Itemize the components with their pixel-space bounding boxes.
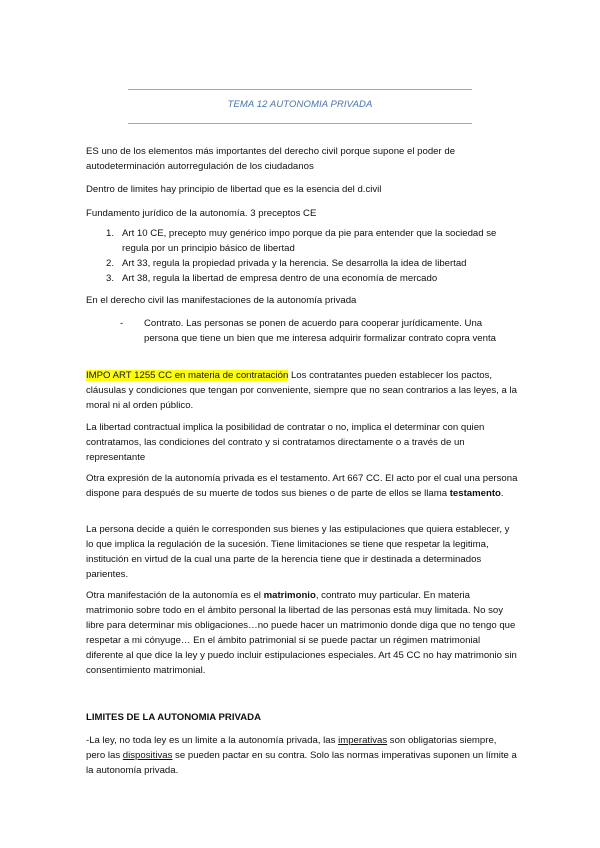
list-item-number: 2.: [106, 258, 115, 269]
paragraph-ley: [86, 733, 518, 778]
paragraph-text: Otra manifestación de la autonomía es el: [86, 590, 264, 601]
paragraph-text: se pueden pactar en su contra. Solo las normas imperativas suponen un límite a la autonomía privada.: [86, 750, 517, 776]
bold-term-testamento: testamento: [449, 488, 501, 499]
paragraph-testamento: [86, 471, 518, 501]
list-item-number: 3.: [106, 273, 115, 284]
paragraph-text: .: [500, 488, 504, 499]
list-item-text: Art 38, regula la libertad de empresa dentro de una economía de mercado: [122, 273, 438, 284]
paragraph-matrimonio: [86, 588, 518, 678]
underlined-term-imperativas: imperativas: [338, 735, 388, 746]
paragraph-manifestaciones: En el derecho civil las manifestaciones de la autonomía privada: [86, 295, 357, 306]
paragraph-text: Los contratantes pueden establecer los pactos, cláusulas y condiciones que tengan por conveniente, siempre que no sean contrarios a las leyes, a la moral ni al orden público.: [86, 370, 517, 411]
list-item-text: Art 33, regula la propiedad privada y la herencia. Se desarrolla la idea de libertad: [122, 258, 467, 269]
title-top-rule: [128, 89, 472, 90]
paragraph-text: , contrato muy particular. En materia matrimonio sobre todo en el ámbito personal la libertad de las personas está muy limitada. No soy libre para determinar mis obligaciones…no puede hacer un matrimonio donde diga que no tengo que respetar a mi cónyuge… En el ámbito patrimonial si se puede pactar un régimen matrimonial diferente al que dice la ley y puedo incluir estipulaciones especiales. Art 45 CC no hay matrimonio sin consentimiento matrimonial.: [86, 590, 517, 676]
title-bottom-rule: [128, 123, 472, 124]
paragraph-limits: Dentro de limites hay principio de libertad que es la esencia del d.civil: [86, 184, 382, 195]
paragraph-sucesion: La persona decide a quién le corresponden sus bienes y las estipulaciones que quiera establecer, y lo que implica la regulación de la sucesión. Tiene limitaciones se tiene que respetar la legitima, institución en virtud de la cual una parte de la herencia tiene que ir destinada a determinados parientes.: [86, 524, 510, 580]
paragraph-text: -La ley, no toda ley es un limite a la autonomía privada, las: [86, 735, 339, 746]
document-title: TEMA 12 AUTONOMIA PRIVADA: [227, 99, 373, 110]
bullet-item-contrato: [120, 316, 518, 346]
section-heading: LIMITES DE LA AUTONOMIA PRIVADA: [86, 712, 261, 723]
paragraph-text: son obligatorias siempre, pero las: [86, 735, 497, 761]
numbered-list: [86, 226, 518, 286]
bold-term-matrimonio: matrimonio: [263, 590, 316, 601]
paragraph-intro: ES uno de los elementos más importantes del derecho civil porque supone el poder de autodeterminación autorregulación de los ciudadanos: [86, 146, 456, 172]
bullet-text: Contrato. Las personas se ponen de acuerdo para cooperar jurídicamente. Una persona que tiene un bien que me interesa adquirir formalizar contrato copra venta: [144, 318, 496, 344]
list-item: [86, 271, 518, 286]
list-item-text: Art 10 CE, precepto muy genérico impo porque da pie para entender que la sociedad se regula por un principio básico de libertad: [122, 228, 497, 254]
paragraph-art1255: [86, 368, 518, 413]
paragraph-fundamento: Fundamento jurídico de la autonomía. 3 preceptos CE: [86, 208, 317, 219]
list-item-number: 1.: [106, 228, 115, 239]
paragraph-libertad-contractual: La libertad contractual implica la posibilidad de contratar o no, implica el determinar con quien contratamos, las condiciones del contrato y si contratamos directamente o a través de un representante: [86, 422, 485, 463]
underlined-term-dispositivas: dispositivas: [122, 750, 173, 761]
bullet-dash: -: [120, 318, 124, 329]
highlighted-reference: IMPO ART 1255 CC en materia de contratación: [86, 370, 289, 381]
list-item: [86, 256, 518, 271]
list-item: [86, 226, 518, 256]
paragraph-text: Otra expresión de la autonomía privada es el testamento. Art 667 CC. El acto por el cual una persona dispone para después de su muerte de todos sus bienes o de parte de ellos se llama: [86, 473, 518, 499]
